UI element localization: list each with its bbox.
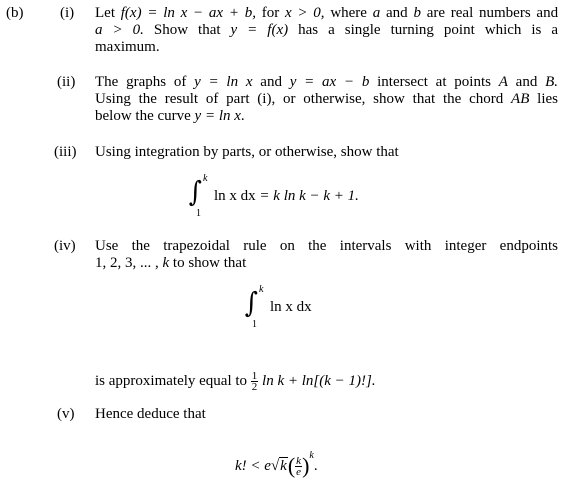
integral-sign-icon: ∫ (188, 175, 202, 208)
q3-line1: Using integration by parts, or otherwise, show that (95, 144, 399, 160)
q3-result: = k ln k − k + 1. (259, 188, 359, 204)
q3-integral (188, 172, 388, 220)
q5-sqrt: k (280, 458, 287, 474)
q3-upper-limit: k (203, 173, 208, 184)
q5-inequality: k! < e√k( $\frac{k}{e}$ )$^k$. (235, 450, 318, 479)
q2-line3: below the curve y = ln x. (95, 108, 245, 124)
q4-integrand: ln x dx (270, 299, 312, 315)
q4-approx-expr: ln k + ln[(k − 1)!]. (262, 372, 376, 389)
subpart-label-v: (v) (57, 406, 75, 422)
q4-approx-line: is approximately equal to $\frac{1}{2}$ ln k + ln[(k − 1)!]. (95, 370, 376, 393)
q3-integrand: ln x dx (214, 188, 256, 204)
q4-line2: 1, 2, 3, ... , k to show that (95, 255, 247, 271)
q5-fraction: $\frac{k}{e}$ (296, 455, 302, 479)
subpart-label-iii: (iii) (54, 144, 77, 160)
q2-line1: The graphs of y = ln x and y = ax − b intersect at points A and B. (95, 74, 559, 90)
q1-line1: Let f(x) = ln x − ax + b, for x > 0, where a and b are real numbers and (95, 5, 559, 21)
integral-sign-icon: ∫ (244, 286, 258, 319)
half-fraction: $\frac{1}{2}$ (251, 370, 258, 393)
q4-integral (244, 283, 364, 331)
q4-upper-limit: k (259, 284, 264, 295)
q1-line3: maximum. (95, 39, 160, 55)
q4-line1: Use the trapezoidal rule on the intervals with integer endpoints (95, 238, 558, 254)
q4-lower-limit: 1 (252, 319, 257, 330)
q1-function: f(x) = ln x − ax + b, (120, 5, 256, 21)
subpart-label-iv: (iv) (54, 238, 76, 254)
q2-line2: Using the result of part (i), or otherwise, show that the chord AB lies (95, 91, 559, 107)
part-label: (b) (6, 5, 24, 21)
subpart-label-i: (i) (60, 5, 75, 21)
q5-line1: Hence deduce that (95, 406, 206, 422)
q1-line2: a > 0. Show that y = f(x) has a single turning point which is a (95, 22, 559, 38)
q3-lower-limit: 1 (196, 208, 201, 219)
subpart-label-ii: (ii) (57, 74, 76, 90)
